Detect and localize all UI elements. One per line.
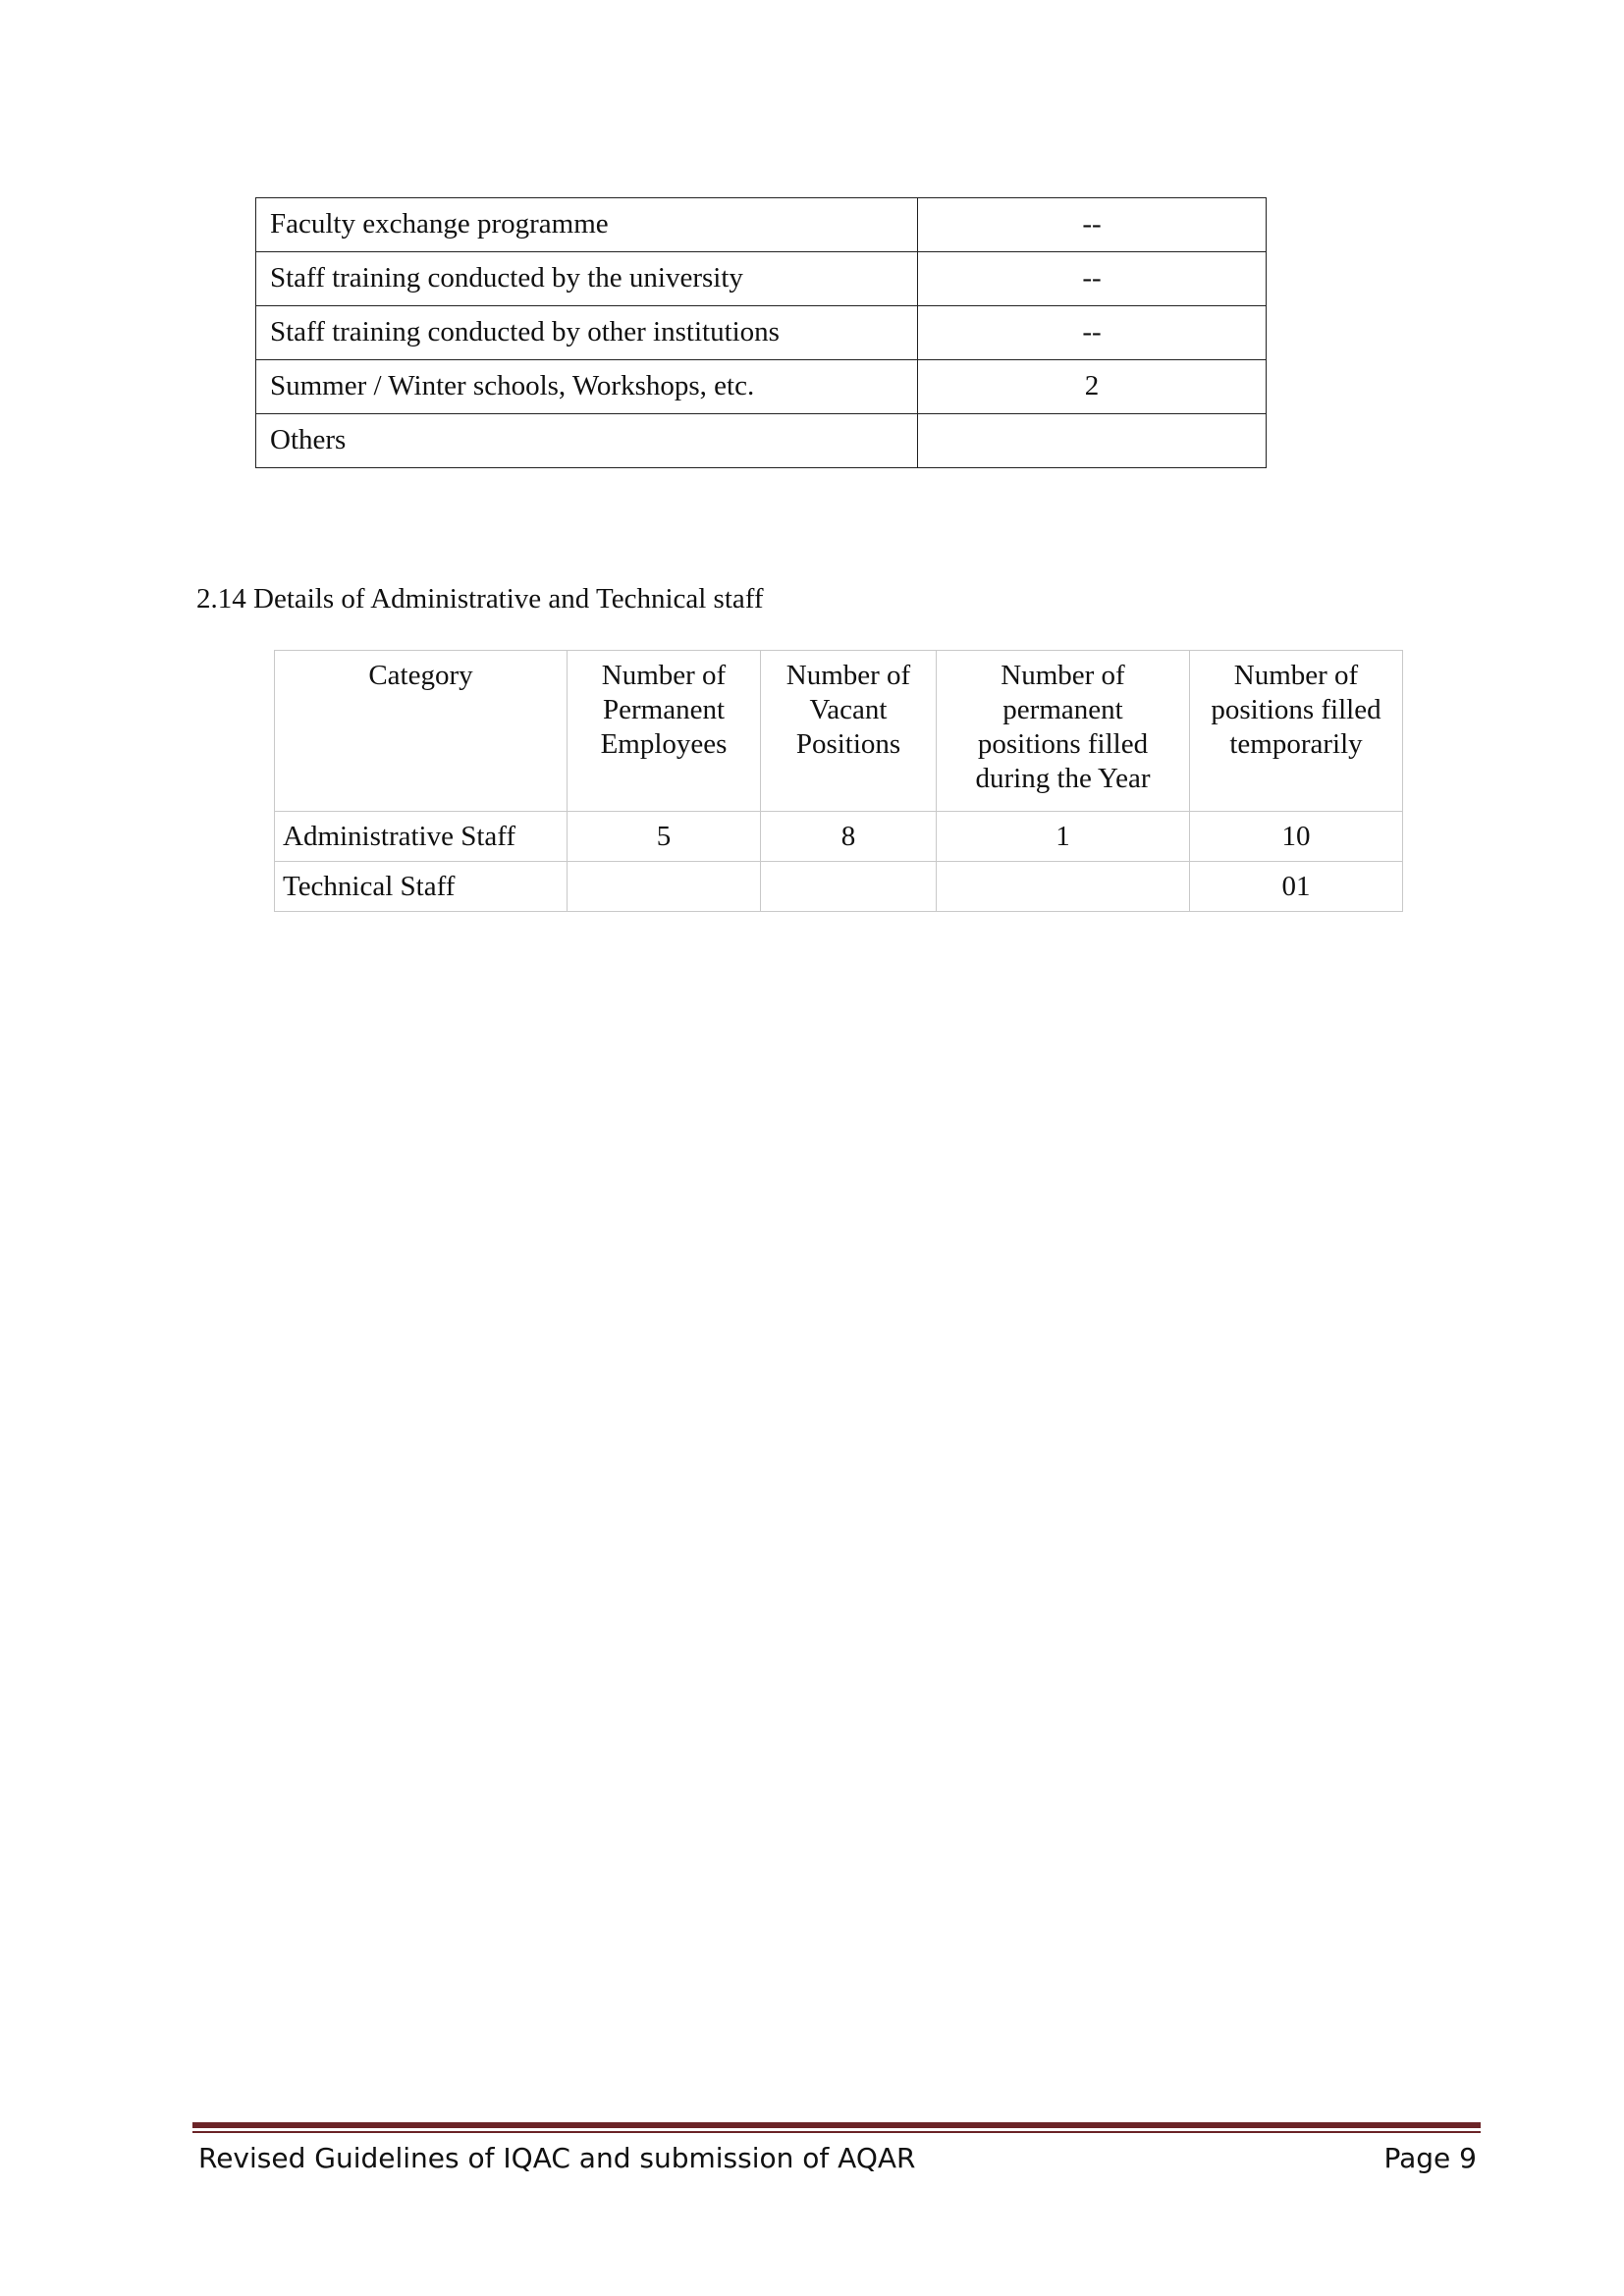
training-label: Faculty exchange programme: [256, 198, 918, 252]
permanent-cell: 5: [568, 812, 761, 862]
temporary-cell: 10: [1190, 812, 1403, 862]
table-row: [275, 862, 1403, 912]
column-header-filled-year: Number of permanent positions filled during the Year: [937, 651, 1190, 812]
column-header-vacant: Number of Vacant Positions: [761, 651, 937, 812]
table-row: [256, 252, 1267, 306]
training-value: 2: [918, 360, 1267, 414]
training-value: [918, 414, 1267, 468]
column-header-temporary: Number of positions filled temporarily: [1190, 651, 1403, 812]
staff-table: [274, 650, 1403, 912]
training-value: --: [918, 252, 1267, 306]
table-row: [256, 198, 1267, 252]
footer-divider: [192, 2122, 1481, 2128]
training-label: Staff training conducted by other institutions: [256, 306, 918, 360]
training-label: Others: [256, 414, 918, 468]
training-label: Staff training conducted by the university: [256, 252, 918, 306]
table-header-row: [275, 651, 1403, 812]
training-value: --: [918, 306, 1267, 360]
page-number: Page 9: [1383, 2142, 1477, 2174]
filled-year-cell: [937, 862, 1190, 912]
training-label: Summer / Winter schools, Workshops, etc.: [256, 360, 918, 414]
permanent-cell: [568, 862, 761, 912]
category-cell: Technical Staff: [275, 862, 568, 912]
footer-title: Revised Guidelines of IQAC and submission of AQAR: [198, 2142, 916, 2174]
footer-divider-thin: [192, 2131, 1481, 2133]
column-header-permanent: Number of Permanent Employees: [568, 651, 761, 812]
category-cell: Administrative Staff: [275, 812, 568, 862]
column-header-category: Category: [275, 651, 568, 812]
filled-year-cell: 1: [937, 812, 1190, 862]
vacant-cell: 8: [761, 812, 937, 862]
training-value: --: [918, 198, 1267, 252]
temporary-cell: 01: [1190, 862, 1403, 912]
training-table: [255, 197, 1267, 468]
table-row: [256, 414, 1267, 468]
table-row: [275, 812, 1403, 862]
table-row: [256, 306, 1267, 360]
section-heading: 2.14 Details of Administrative and Technical staff: [196, 583, 764, 614]
table-row: [256, 360, 1267, 414]
vacant-cell: [761, 862, 937, 912]
